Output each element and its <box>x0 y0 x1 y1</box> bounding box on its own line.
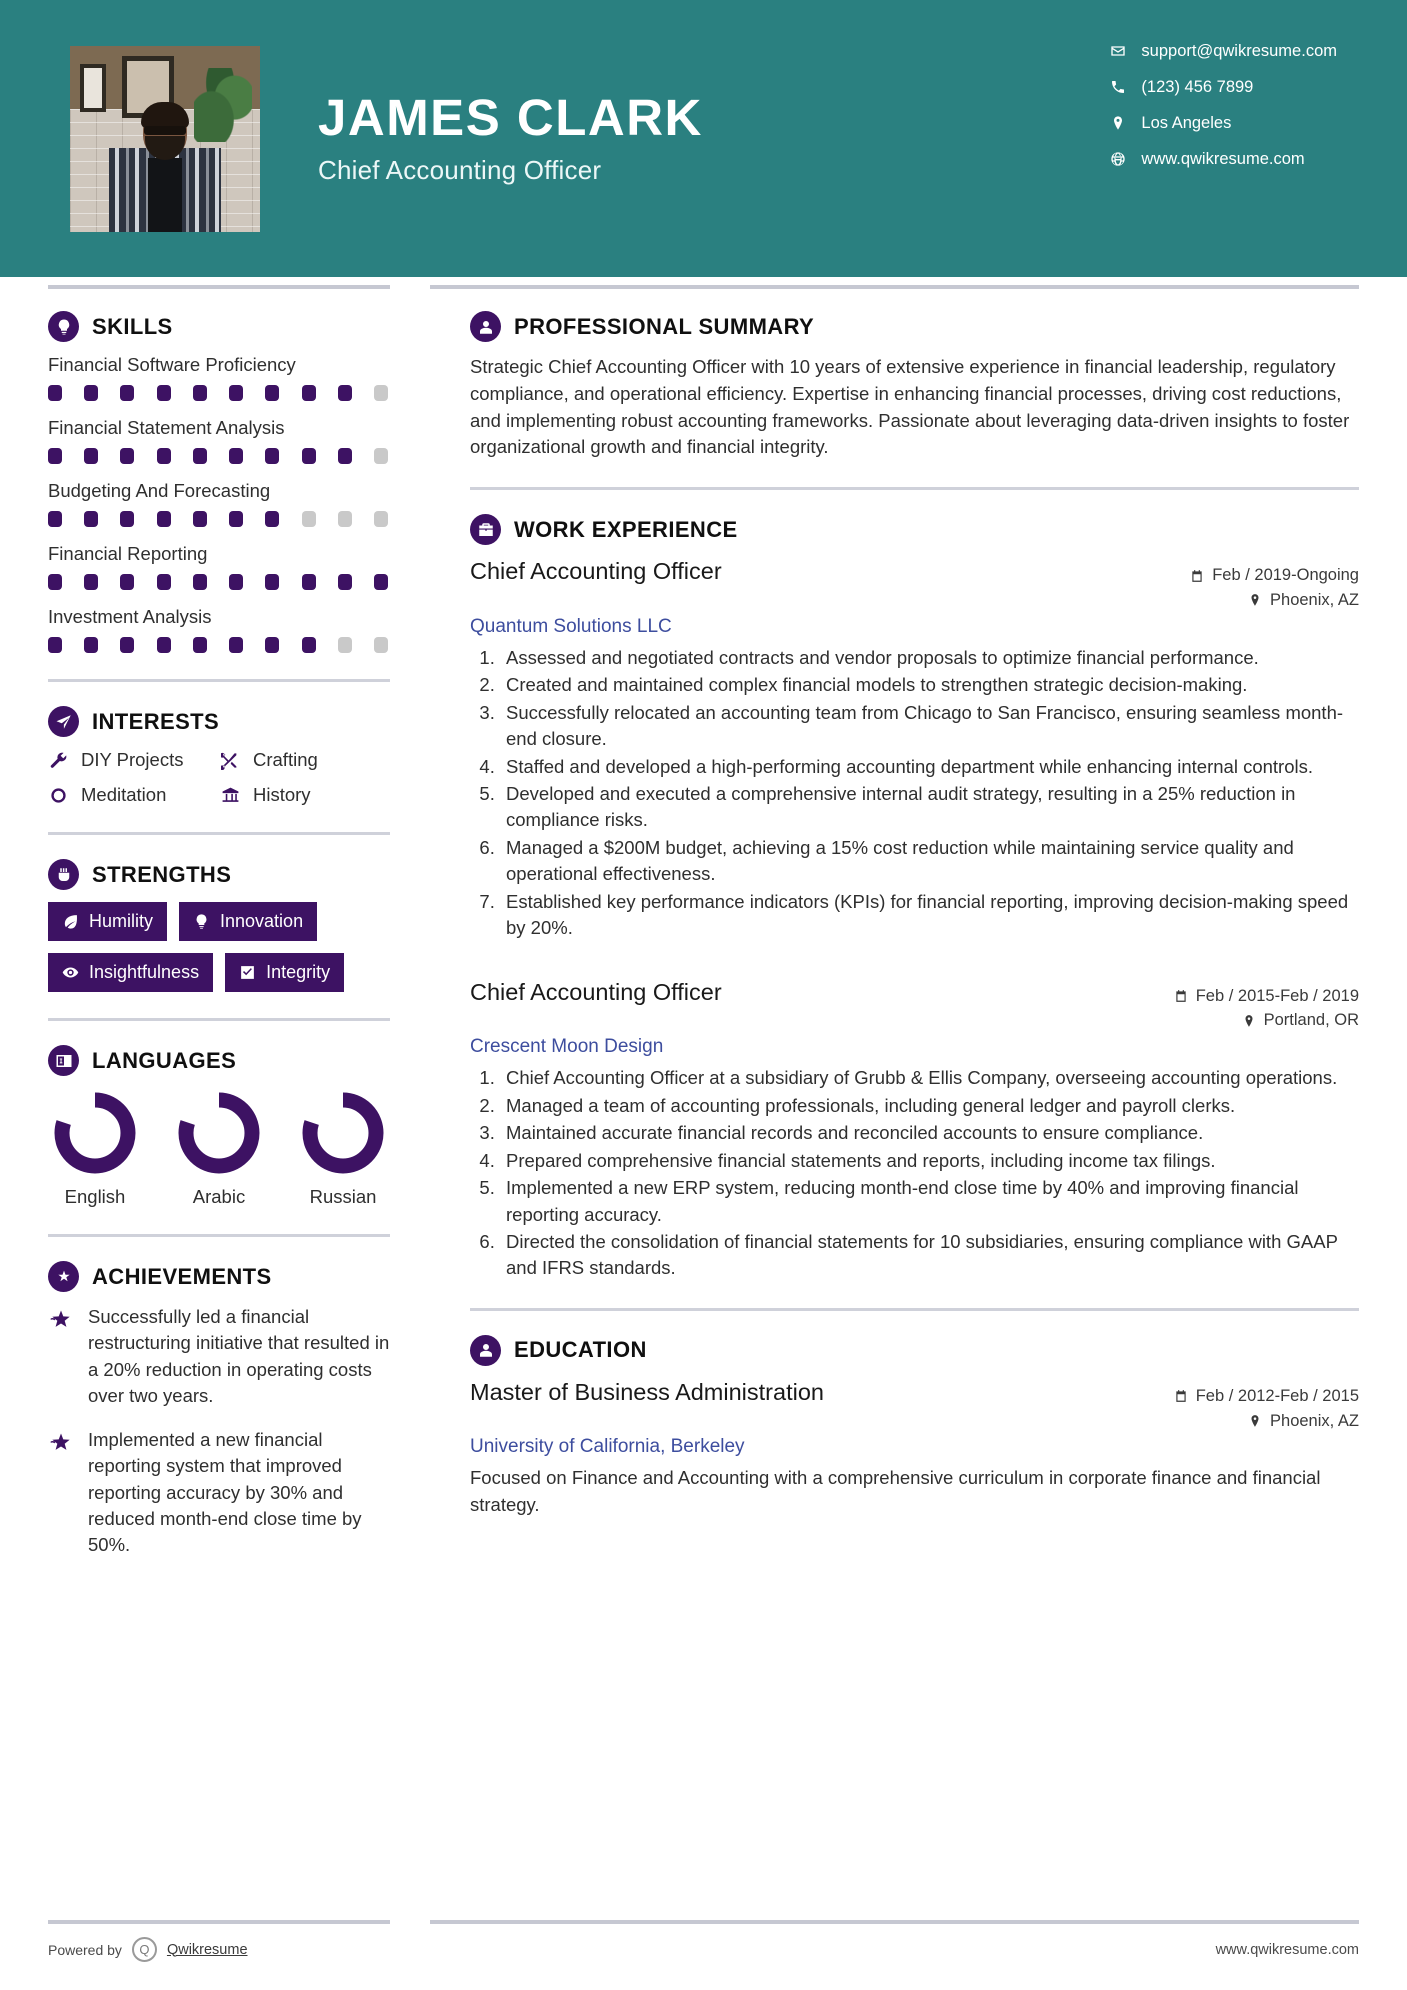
calendar-icon <box>1190 569 1204 583</box>
contact-email-text: support@qwikresume.com <box>1141 41 1337 60</box>
sidebar <box>0 289 430 1576</box>
education-meta <box>1174 1378 1359 1434</box>
map-pin-icon <box>1248 1414 1262 1428</box>
skill-item <box>48 480 390 527</box>
skill-dot <box>157 385 171 401</box>
skill-dot <box>84 637 98 653</box>
job-entry <box>470 557 1359 941</box>
job-bullet: 4. Staffed and developed a high-performing accounting department while enhancing internal controls. <box>500 754 1359 780</box>
languages-heading <box>48 1045 390 1076</box>
contact-email[interactable] <box>1109 40 1337 62</box>
section-education <box>470 1335 1359 1519</box>
skill-dot <box>229 637 243 653</box>
skill-dot <box>120 511 134 527</box>
strength-label: Insightfulness <box>89 962 200 982</box>
skill-dot <box>229 511 243 527</box>
skill-rating <box>48 574 388 590</box>
resume-footer <box>0 1920 1407 1962</box>
footer-row <box>48 1937 1359 1962</box>
candidate-job-title: Chief Accounting Officer <box>318 154 602 185</box>
photo-hair <box>141 102 189 128</box>
education-description: Focused on Finance and Accounting with a comprehensive curriculum in corporate finance and financial strategy. <box>470 1467 1321 1516</box>
skill-dot <box>229 448 243 464</box>
section-achievements <box>48 1261 390 1558</box>
strength-label: Innovation <box>220 911 304 931</box>
interest-item-crafting <box>220 749 390 771</box>
language-donut-chart <box>52 1090 138 1176</box>
languages-list <box>48 1090 390 1208</box>
skills-list <box>48 354 390 653</box>
education-title: EDUCATION <box>514 1337 647 1363</box>
interest-item-meditation <box>48 784 220 806</box>
skill-dot <box>157 511 171 527</box>
lightbulb-icon <box>48 311 79 342</box>
summary-heading <box>470 311 1359 342</box>
skill-dot <box>193 448 207 464</box>
strengths-chips <box>48 902 390 992</box>
footer-rule-left <box>48 1920 390 1924</box>
name-block <box>318 91 703 186</box>
wrench-icon <box>48 750 69 771</box>
candidate-name: JAMES CLARK <box>318 89 703 147</box>
job-bullet: 5. Developed and executed a comprehensive internal audit strategy, resulting in a 25% reduction in compliance risks. <box>500 781 1359 834</box>
skill-dot <box>265 637 279 653</box>
education-entry <box>470 1378 1359 1519</box>
skill-dot <box>120 448 134 464</box>
map-pin-icon <box>1242 1014 1256 1028</box>
strengths-heading <box>48 859 390 890</box>
star-icon <box>48 1307 74 1333</box>
calendar-icon <box>1174 1389 1188 1403</box>
skill-dot <box>157 637 171 653</box>
footer-website: www.qwikresume.com <box>1215 1941 1359 1958</box>
check-square-icon <box>239 964 256 981</box>
interest-label: Meditation <box>81 784 167 805</box>
strength-chip-innovation <box>179 902 317 941</box>
language-label: Arabic <box>192 1186 246 1207</box>
skill-dot <box>48 637 62 653</box>
job-bullet: 2. Managed a team of accounting professionals, including general ledger and payroll clerks. <box>500 1093 1359 1119</box>
contact-phone[interactable] <box>1109 76 1337 98</box>
skill-dot <box>48 574 62 590</box>
skill-dot <box>265 448 279 464</box>
translate-icon <box>48 1045 79 1076</box>
skill-dot <box>120 574 134 590</box>
skill-dot <box>157 574 171 590</box>
skill-dot <box>48 448 62 464</box>
skill-rating <box>48 637 388 653</box>
contact-website[interactable] <box>1109 148 1337 170</box>
skill-label: Financial Software Proficiency <box>48 354 296 375</box>
skill-dot <box>265 385 279 401</box>
skills-title: SKILLS <box>92 313 173 339</box>
contact-phone-text: (123) 456 7899 <box>1141 77 1254 96</box>
section-languages <box>48 1045 390 1208</box>
skill-dot <box>84 385 98 401</box>
section-interests <box>48 706 390 806</box>
language-label: Russian <box>309 1186 377 1207</box>
skill-dot <box>193 637 207 653</box>
fist-icon <box>48 859 79 890</box>
leaf-icon <box>62 913 79 930</box>
qwikresume-brand-link[interactable]: Qwikresume <box>166 1941 248 1958</box>
strength-chip-humility <box>48 902 167 941</box>
achievements-list <box>48 1304 390 1558</box>
skill-dot <box>120 385 134 401</box>
skill-label: Financial Statement Analysis <box>48 417 285 438</box>
circle-icon <box>48 785 69 806</box>
strength-chip-insightfulness <box>48 953 213 992</box>
skill-dot <box>338 637 352 653</box>
section-strengths <box>48 859 390 992</box>
education-school: University of California, Berkeley <box>470 1436 745 1458</box>
skill-dot <box>157 448 171 464</box>
job-bullet: 3. Maintained accurate financial records and reconciled accounts to ensure compliance. <box>500 1120 1359 1146</box>
achievement-item <box>48 1304 390 1409</box>
globe-icon <box>1109 150 1127 168</box>
map-pin-icon <box>1248 593 1262 607</box>
interest-label: DIY Projects <box>81 749 184 770</box>
interests-title: INTERESTS <box>92 708 220 734</box>
paper-plane-icon <box>48 706 79 737</box>
skill-label: Investment Analysis <box>48 606 212 627</box>
eye-icon <box>62 964 79 981</box>
achievement-item <box>48 1427 390 1558</box>
skill-dot <box>84 511 98 527</box>
job-bullet: 7. Established key performance indicators (KPIs) for financial reporting, improving decision-making speed by 20%. <box>500 889 1359 942</box>
skill-dot <box>374 574 388 590</box>
skill-rating <box>48 385 388 401</box>
location-pin-icon <box>1109 114 1127 132</box>
contact-location-text: Los Angeles <box>1141 113 1232 132</box>
job-bullet: 1. Assessed and negotiated contracts and vendor proposals to optimize financial performance. <box>500 645 1359 671</box>
interest-item-history <box>220 784 390 806</box>
job-header <box>470 557 1359 613</box>
skill-dot <box>229 385 243 401</box>
qwikresume-logo-icon: Q <box>132 1937 157 1962</box>
job-bullets <box>500 1065 1359 1282</box>
skill-item <box>48 354 390 401</box>
education-degree: Master of Business Administration <box>470 1378 824 1405</box>
skill-dot <box>338 448 352 464</box>
interests-grid <box>48 749 390 806</box>
photo-inner-shirt <box>148 158 182 232</box>
language-donut-chart <box>300 1090 386 1176</box>
education-heading <box>470 1335 1359 1366</box>
section-skills <box>48 311 390 653</box>
interest-item-diy-projects <box>48 749 220 771</box>
strength-chip-integrity <box>225 953 344 992</box>
skill-dot <box>302 448 316 464</box>
summary-text: Strategic Chief Accounting Officer with 10 years of extensive experience in financial leadership, regulatory compliance, and operational efficiency. Expertise in enhancing financial processes, driving cost reductions, and implementing robust accounting frameworks. Passionate about leveraging data-driven insights to foster organizational growth and financial integrity. <box>470 356 1350 458</box>
work-title: WORK EXPERIENCE <box>514 516 738 542</box>
job-role: Chief Accounting Officer <box>470 978 722 1005</box>
language-item <box>296 1090 390 1208</box>
skill-dot <box>374 448 388 464</box>
job-company: Crescent Moon Design <box>470 1036 664 1058</box>
skill-dot <box>302 385 316 401</box>
divider-after-work <box>470 1308 1359 1311</box>
skill-dot <box>338 385 352 401</box>
skill-dot <box>193 574 207 590</box>
skill-label: Financial Reporting <box>48 543 208 564</box>
education-dates: Feb / 2012-Feb / 2015 <box>1174 1384 1359 1409</box>
job-bullet: 1. Chief Accounting Officer at a subsidiary of Grubb & Ellis Company, overseeing accounting operations. <box>500 1065 1359 1091</box>
skill-rating <box>48 511 388 527</box>
contact-website-text: www.qwikresume.com <box>1141 149 1305 168</box>
job-meta <box>1174 978 1359 1034</box>
skill-dot <box>374 511 388 527</box>
bulb-icon <box>193 913 210 930</box>
interests-heading <box>48 706 390 737</box>
job-company: Quantum Solutions LLC <box>470 615 672 637</box>
interest-label: Crafting <box>253 749 318 770</box>
skill-dot <box>374 385 388 401</box>
resume-body <box>0 289 1407 1576</box>
skill-dot <box>193 385 207 401</box>
job-location: Portland, OR <box>1174 1008 1359 1033</box>
divider-after-interests <box>48 832 390 835</box>
section-professional-summary <box>470 311 1359 461</box>
interest-label: History <box>253 784 311 805</box>
language-item <box>172 1090 266 1208</box>
contact-list <box>1109 40 1337 170</box>
job-meta <box>1190 557 1359 613</box>
skill-rating <box>48 448 388 464</box>
powered-by-label: Powered by <box>48 1941 122 1958</box>
language-item <box>48 1090 142 1208</box>
resume-header <box>0 0 1407 277</box>
job-entry <box>470 978 1359 1282</box>
skill-dot <box>48 385 62 401</box>
language-label: English <box>64 1186 126 1207</box>
star-badge-icon <box>48 1261 79 1292</box>
envelope-icon <box>1109 42 1127 60</box>
divider-after-languages <box>48 1234 390 1237</box>
skill-dot <box>229 574 243 590</box>
briefcase-icon <box>470 514 501 545</box>
education-location: Phoenix, AZ <box>1174 1409 1359 1434</box>
footer-rules <box>48 1920 1359 1924</box>
skills-heading <box>48 311 390 342</box>
achievements-heading <box>48 1261 390 1292</box>
education-list <box>470 1378 1359 1519</box>
scissors-icon <box>220 750 241 771</box>
calendar-icon <box>1174 989 1188 1003</box>
skill-dot <box>120 637 134 653</box>
phone-icon <box>1109 78 1127 96</box>
skill-dot <box>374 637 388 653</box>
skill-dot <box>338 574 352 590</box>
section-work-experience <box>470 514 1359 1282</box>
skill-dot <box>302 511 316 527</box>
photo-picture-frame-left <box>80 64 106 112</box>
strengths-title: STRENGTHS <box>92 861 232 887</box>
skill-dot <box>193 511 207 527</box>
strength-label: Humility <box>89 911 154 931</box>
powered-by <box>48 1937 248 1962</box>
divider-after-skills <box>48 679 390 682</box>
job-bullet: 2. Created and maintained complex financial models to strengthen strategic decision-making. <box>500 672 1359 698</box>
job-role: Chief Accounting Officer <box>470 558 722 585</box>
job-header <box>470 978 1359 1034</box>
job-bullet: 3. Successfully relocated an accounting team from Chicago to San Francisco, ensuring seamless month-end closure. <box>500 700 1359 753</box>
graduation-icon <box>470 1335 501 1366</box>
skill-item <box>48 543 390 590</box>
photo-person <box>109 106 221 232</box>
divider-after-summary <box>470 487 1359 490</box>
footer-rule-right <box>430 1920 1359 1924</box>
bank-icon <box>220 785 241 806</box>
skill-dot <box>84 574 98 590</box>
skill-item <box>48 417 390 464</box>
achievement-text: Implemented a new financial reporting system that improved reporting accuracy by 30% and reduced month-end close time by 50%. <box>88 1429 362 1556</box>
jobs-list <box>470 557 1359 1282</box>
contact-location <box>1109 112 1337 134</box>
skill-dot <box>265 574 279 590</box>
profile-photo <box>70 46 260 232</box>
work-heading <box>470 514 1359 545</box>
job-location: Phoenix, AZ <box>1190 588 1359 613</box>
divider-after-strengths <box>48 1018 390 1021</box>
achievement-text: Successfully led a financial restructuring initiative that resulted in a 20% reduction in operating costs over two years. <box>88 1306 390 1406</box>
star-icon <box>48 1430 74 1456</box>
summary-title: PROFESSIONAL SUMMARY <box>514 313 815 339</box>
strength-label: Integrity <box>266 962 331 982</box>
job-bullet: 6. Directed the consolidation of financial statements for 10 subsidiaries, ensuring compliance with GAAP and IFRS standards. <box>500 1229 1359 1282</box>
skill-label: Budgeting And Forecasting <box>48 480 271 501</box>
language-donut-chart <box>176 1090 262 1176</box>
skill-dot <box>48 511 62 527</box>
job-dates: Feb / 2015-Feb / 2019 <box>1174 984 1359 1009</box>
job-bullet: 6. Managed a $200M budget, achieving a 15% cost reduction while maintaining service quality and operational effectiveness. <box>500 835 1359 888</box>
skill-dot <box>84 448 98 464</box>
main-column <box>430 289 1407 1576</box>
job-bullet: 4. Prepared comprehensive financial statements and reports, including income tax filings. <box>500 1148 1359 1174</box>
skill-dot <box>265 511 279 527</box>
skill-dot <box>302 574 316 590</box>
job-bullets <box>500 645 1359 942</box>
skill-dot <box>302 637 316 653</box>
job-dates: Feb / 2019-Ongoing <box>1190 563 1359 588</box>
skill-dot <box>338 511 352 527</box>
photo-glasses <box>144 126 186 135</box>
person-circle-icon <box>470 311 501 342</box>
skill-item <box>48 606 390 653</box>
languages-title: LANGUAGES <box>92 1047 237 1073</box>
achievements-title: ACHIEVEMENTS <box>92 1263 272 1289</box>
job-bullet: 5. Implemented a new ERP system, reducing month-end close time by 40% and improving financial reporting accuracy. <box>500 1175 1359 1228</box>
education-header <box>470 1378 1359 1434</box>
